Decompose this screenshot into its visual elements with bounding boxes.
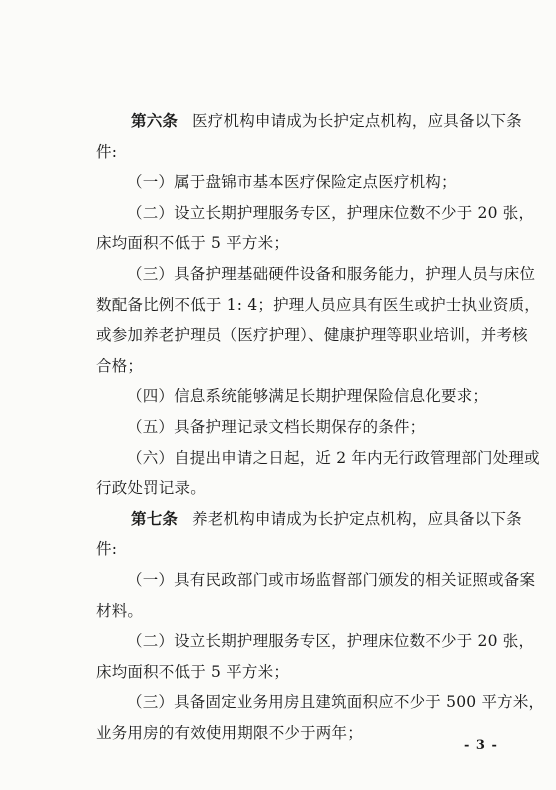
article-7-item-2-cont: 床均面积不低于 5 平方米； (96, 662, 290, 681)
article-6-item-5: （五）具备护理记录文档长期保存的条件； (127, 417, 426, 436)
article-6-heading (96, 106, 522, 137)
article-7-number: 第七条 (131, 508, 179, 528)
article-7-item-3-cont: 业务用房的有效使用期限不少于两年； (96, 723, 363, 742)
article-7-heading (96, 504, 522, 535)
article-7-item-1: （一）具有民政部门或市场监督部门颁发的相关证照或备案 (127, 570, 536, 589)
article-6-item-3-cont: 或参加养老护理员（医疗护理）、健康护理等职业培训，并考核 (96, 326, 528, 345)
article-6-number: 第六条 (131, 111, 179, 130)
article-6-item-3: （三）具备护理基础硬件设备和服务能力，护理人员与床位 (127, 264, 536, 283)
document-body (96, 106, 545, 748)
page-number: - 3 - (464, 738, 498, 753)
article-6-intro-cont: 件: (96, 142, 118, 161)
article-6-item-3-cont: 数配备比例不低于 1: 4；护理人员应具有医生或护士执业资质， (96, 295, 541, 314)
article-6-item-2: （二）设立长期护理服务专区，护理床位数不少于 20 张， (127, 203, 535, 222)
article-6-item-3-cont: 合格； (96, 356, 144, 375)
article-6-item-2-cont: 床均面积不低于 5 平方米； (96, 234, 290, 253)
article-6-item-6-cont: 行政处罚记录。 (96, 479, 206, 498)
article-6-item-1: （一）属于盘锦市基本医疗保险定点医疗机构； (127, 173, 457, 192)
article-7-item-1-cont: 材料。 (96, 601, 144, 620)
article-6-item-4: （四）信息系统能够满足长期护理保险信息化要求； (127, 387, 489, 406)
article-6-item-6: （六）自提出申请之日起，近 2 年内无行政管理部门处理或 (127, 448, 540, 467)
article-7-intro: 养老机构申请成为长护定点机构，应具备以下条 (192, 509, 522, 528)
article-7-item-2: （二）设立长期护理服务专区，护理床位数不少于 20 张， (127, 632, 535, 651)
article-6-intro: 医疗机构申请成为长护定点机构，应具备以下条 (192, 112, 522, 130)
article-7-item-3: （三）具备固定业务用房且建筑面积应不少于 500 平方米， (127, 693, 545, 712)
article-7-intro-cont: 件: (96, 540, 118, 559)
